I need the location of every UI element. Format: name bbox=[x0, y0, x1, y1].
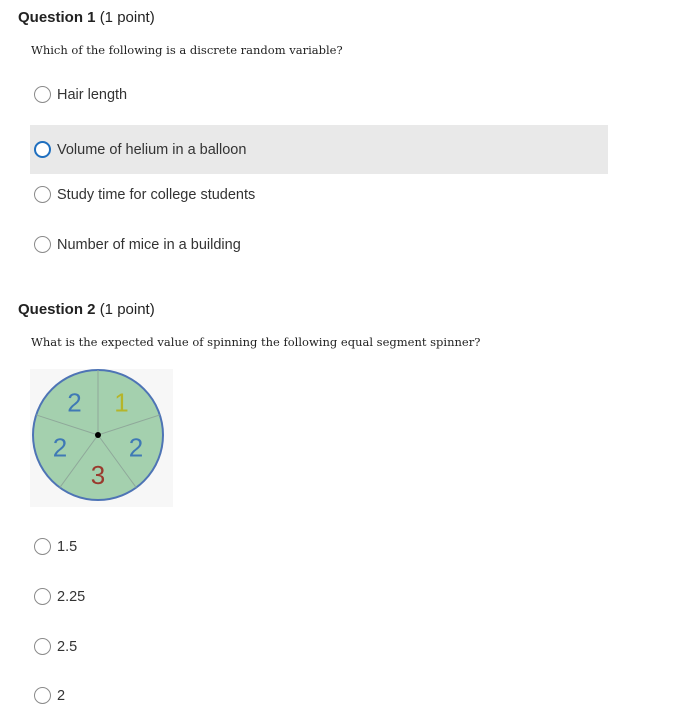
question-prompt: What is the expected value of spinning the following equal segment spinner? bbox=[31, 335, 481, 349]
radio-button[interactable] bbox=[34, 141, 51, 158]
spinner-segment-label: 1 bbox=[114, 387, 129, 418]
option-1-5[interactable] bbox=[30, 522, 608, 571]
spinner-segment-label: 2 bbox=[52, 432, 68, 463]
radio-button[interactable] bbox=[34, 588, 51, 605]
spinner-segment-label: 2 bbox=[67, 387, 82, 418]
spinner-center-dot bbox=[95, 432, 101, 438]
question-prompt: Which of the following is a discrete random variable? bbox=[31, 43, 343, 57]
option-label: 1.5 bbox=[57, 538, 78, 555]
option-label: 2.5 bbox=[57, 638, 78, 655]
option-label: Number of mice in a building bbox=[57, 236, 241, 253]
radio-button[interactable] bbox=[34, 236, 51, 253]
question-points: (1 point) bbox=[99, 301, 155, 318]
question-1-header bbox=[18, 9, 155, 26]
spinner-image bbox=[30, 369, 173, 507]
option-2-5[interactable] bbox=[30, 622, 608, 671]
option-label: 2 bbox=[57, 687, 66, 704]
radio-button[interactable] bbox=[34, 687, 51, 704]
option-label: Study time for college students bbox=[57, 186, 256, 203]
question-number: Question 1 bbox=[18, 9, 96, 26]
question-number: Question 2 bbox=[18, 301, 96, 318]
option-study-time[interactable] bbox=[30, 170, 608, 219]
option-label: 2.25 bbox=[57, 588, 86, 605]
radio-button[interactable] bbox=[34, 186, 51, 203]
radio-button[interactable] bbox=[34, 86, 51, 103]
option-2-25[interactable] bbox=[30, 572, 608, 621]
option-2[interactable] bbox=[30, 671, 608, 720]
radio-button[interactable] bbox=[34, 638, 51, 655]
question-2-header bbox=[18, 301, 155, 318]
question-points: (1 point) bbox=[99, 9, 155, 26]
option-number-of-mice[interactable] bbox=[30, 220, 608, 269]
option-hair-length[interactable] bbox=[30, 70, 608, 119]
radio-button[interactable] bbox=[34, 538, 51, 555]
option-label: Volume of helium in a balloon bbox=[57, 141, 247, 158]
option-volume-of-helium[interactable] bbox=[30, 125, 608, 174]
spinner-segment-label: 3 bbox=[90, 460, 106, 490]
spinner-segment-label: 2 bbox=[128, 432, 144, 463]
option-label: Hair length bbox=[57, 86, 128, 103]
